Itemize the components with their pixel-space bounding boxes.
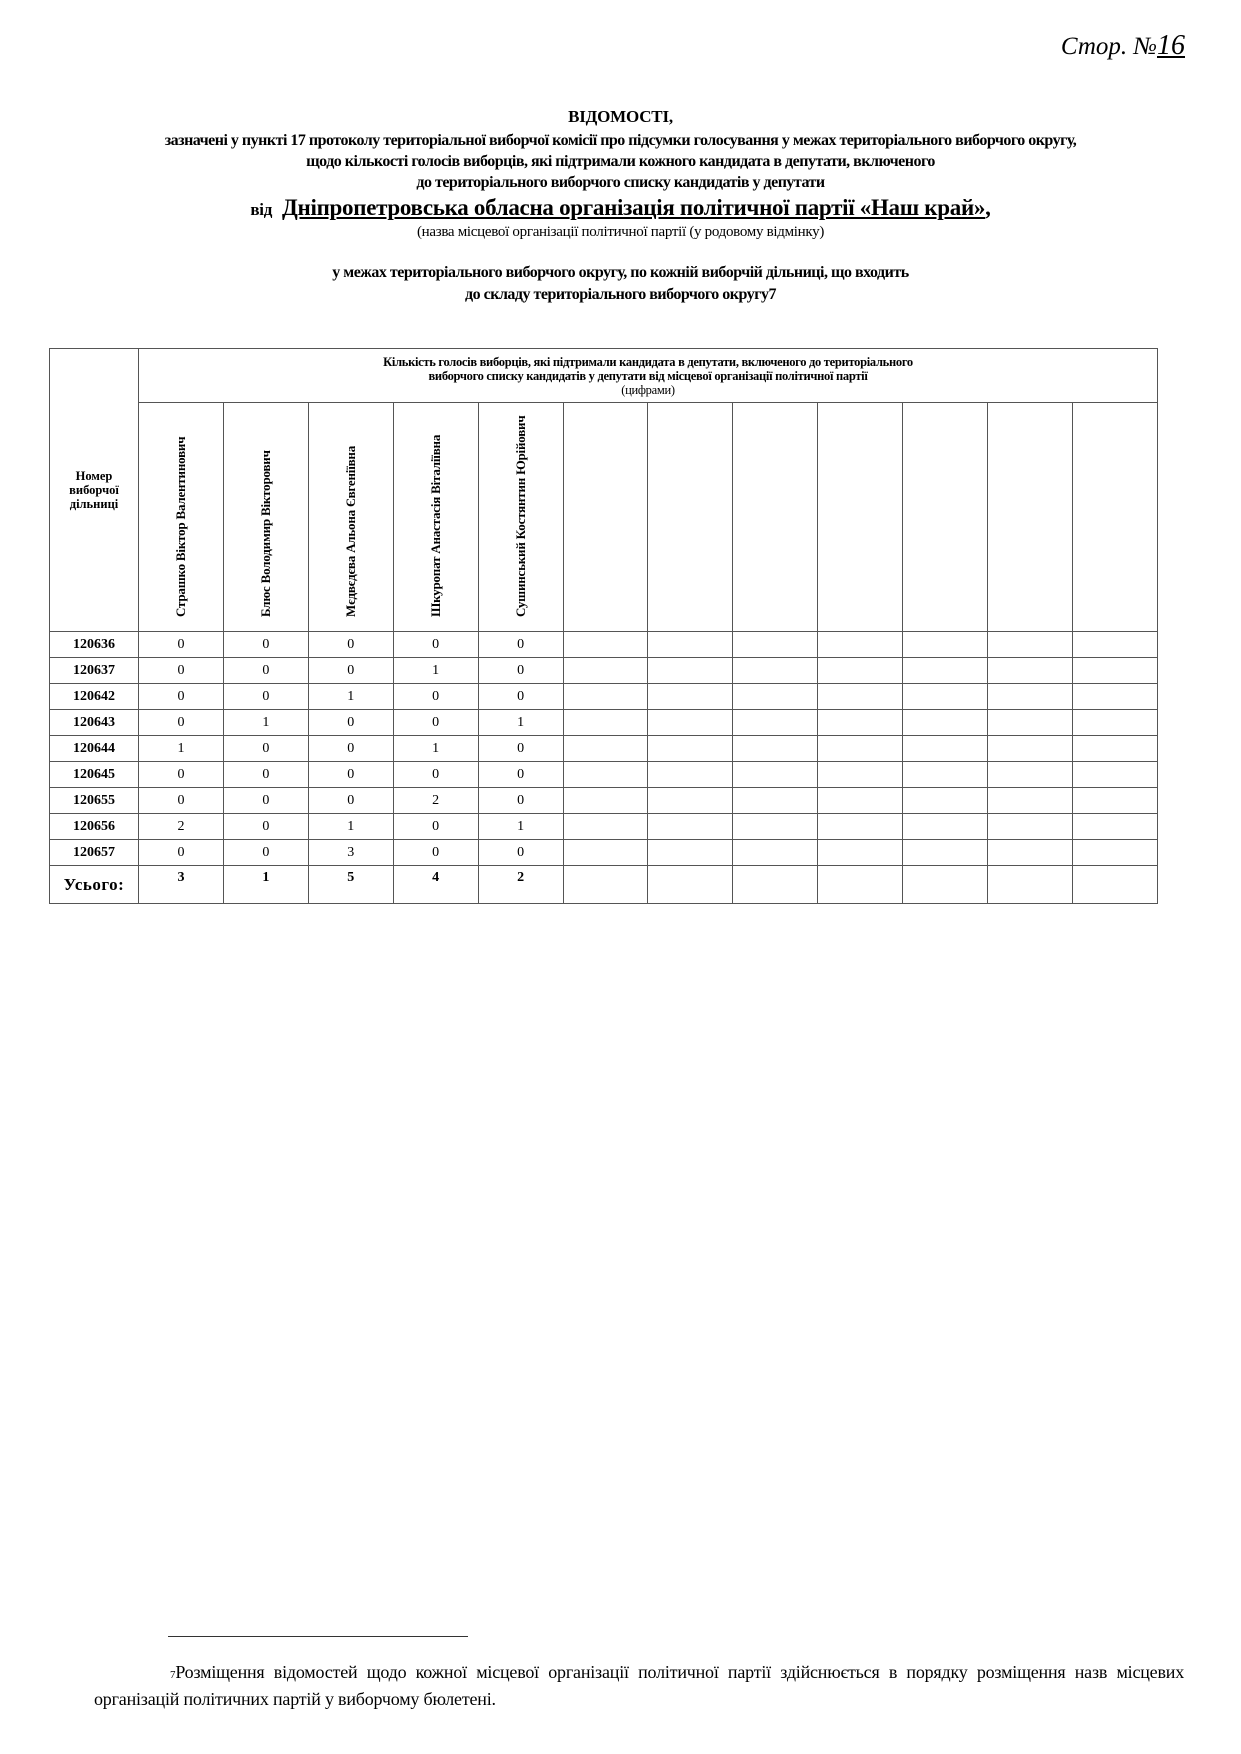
footnote <box>94 1660 1184 1711</box>
empty-column-header <box>648 403 733 632</box>
vote-count: 0 <box>223 814 308 840</box>
header-line-4: у межах територіального виборчого округу, по кожній виборчій дільниці, що входить <box>332 264 909 281</box>
vote-count: 0 <box>139 684 224 710</box>
station-number: 120643 <box>50 710 139 736</box>
empty-cell <box>733 866 818 904</box>
vote-count: 0 <box>223 684 308 710</box>
vote-count: 2 <box>393 788 478 814</box>
empty-cell <box>1072 840 1157 866</box>
empty-cell <box>648 736 733 762</box>
empty-cell <box>563 866 648 904</box>
document-title: ВІДОМОСТІ, <box>568 107 673 126</box>
total-row <box>50 866 1158 904</box>
empty-cell <box>903 684 988 710</box>
empty-cell <box>818 814 903 840</box>
vote-count: 0 <box>393 632 478 658</box>
station-column-header <box>50 349 139 632</box>
station-number: 120644 <box>50 736 139 762</box>
empty-cell <box>818 632 903 658</box>
empty-cell <box>903 840 988 866</box>
vote-count: 0 <box>139 788 224 814</box>
vote-count: 0 <box>308 658 393 684</box>
vote-count: 0 <box>139 840 224 866</box>
vote-count: 1 <box>139 736 224 762</box>
empty-cell <box>903 866 988 904</box>
table-row <box>50 684 1158 710</box>
table-row <box>50 840 1158 866</box>
from-label: від <box>250 200 273 219</box>
empty-cell <box>903 814 988 840</box>
header-line-3: до територіального виборчого списку кандидатів у депутати <box>416 174 825 191</box>
empty-cell <box>818 684 903 710</box>
table-row <box>50 814 1158 840</box>
candidate-name: Сушинський Костянтин Юрійович <box>512 415 528 617</box>
candidate-name: Страшко Віктор Валентинович <box>172 436 188 617</box>
empty-cell <box>563 710 648 736</box>
empty-cell <box>1072 866 1157 904</box>
vote-count: 1 <box>478 814 563 840</box>
empty-cell <box>903 710 988 736</box>
vote-count: 0 <box>393 762 478 788</box>
vote-count: 0 <box>139 710 224 736</box>
empty-cell <box>818 840 903 866</box>
table-row <box>50 710 1158 736</box>
empty-cell <box>988 840 1073 866</box>
group-header-line-2: виборчого списку кандидатів у депутати від місцевої організації політичної партії <box>428 368 868 383</box>
candidate-column-header <box>223 403 308 632</box>
page-number-label: Стор. № <box>1060 33 1157 60</box>
footnote-text: Розміщення відомостей щодо кожної місцевої організації політичної партії здійснюється в порядку розміщення назв місцевих організацій політичних партій у виборчому бюлетені. <box>94 1662 1184 1709</box>
empty-cell <box>988 658 1073 684</box>
vote-count: 0 <box>308 710 393 736</box>
empty-cell <box>988 788 1073 814</box>
footnote-mark: 7 <box>170 1669 176 1681</box>
vote-count: 0 <box>139 632 224 658</box>
candidate-header-row <box>50 403 1158 632</box>
empty-cell <box>903 658 988 684</box>
group-header-sub: (цифрами) <box>621 382 675 397</box>
empty-cell <box>1072 684 1157 710</box>
candidate-column-header <box>308 403 393 632</box>
empty-cell <box>818 710 903 736</box>
station-number: 120637 <box>50 658 139 684</box>
vote-count: 0 <box>393 840 478 866</box>
table-row <box>50 632 1158 658</box>
empty-cell <box>818 762 903 788</box>
vote-count: 0 <box>308 736 393 762</box>
vote-count: 0 <box>393 684 478 710</box>
vote-count: 0 <box>223 658 308 684</box>
empty-cell <box>903 736 988 762</box>
empty-cell <box>903 788 988 814</box>
vote-count: 0 <box>478 840 563 866</box>
empty-column-header <box>563 403 648 632</box>
vote-count: 0 <box>308 632 393 658</box>
page-number <box>1061 30 1185 62</box>
empty-cell <box>988 684 1073 710</box>
party-suffix: , <box>985 195 991 220</box>
party-name: Дніпропетровська обласна організація політичної партії «Наш край» <box>282 195 986 220</box>
candidate-column-header <box>478 403 563 632</box>
vote-count: 1 <box>393 736 478 762</box>
votes-table <box>49 348 1158 904</box>
empty-cell <box>818 658 903 684</box>
station-number: 120655 <box>50 788 139 814</box>
empty-cell <box>988 632 1073 658</box>
empty-cell <box>733 658 818 684</box>
empty-cell <box>988 710 1073 736</box>
table-row <box>50 658 1158 684</box>
station-header-text: Номер виборчої дільниці <box>69 469 119 511</box>
group-header-row <box>50 349 1158 403</box>
empty-cell <box>563 788 648 814</box>
vote-count: 1 <box>308 684 393 710</box>
vote-count: 2 <box>478 866 563 904</box>
table-row <box>50 788 1158 814</box>
header-line-2: щодо кількості голосів виборців, які підтримали кожного кандидата в депутати, включеного <box>306 153 935 170</box>
vote-count: 0 <box>223 840 308 866</box>
vote-count: 0 <box>393 814 478 840</box>
empty-cell <box>563 814 648 840</box>
empty-cell <box>733 814 818 840</box>
station-number: 120656 <box>50 814 139 840</box>
empty-column-header <box>1072 403 1157 632</box>
empty-cell <box>563 762 648 788</box>
vote-count: 0 <box>478 632 563 658</box>
empty-cell <box>733 762 818 788</box>
empty-cell <box>733 788 818 814</box>
empty-cell <box>563 632 648 658</box>
empty-cell <box>818 866 903 904</box>
vote-count: 0 <box>139 762 224 788</box>
empty-cell <box>648 632 733 658</box>
empty-cell <box>733 684 818 710</box>
empty-cell <box>818 788 903 814</box>
vote-count: 3 <box>139 866 224 904</box>
empty-cell <box>1072 736 1157 762</box>
vote-count: 0 <box>478 788 563 814</box>
empty-cell <box>733 736 818 762</box>
vote-count: 0 <box>223 762 308 788</box>
votes-table-body <box>50 632 1158 904</box>
candidate-name: Шкуропат Анастасія Віталіївна <box>427 434 443 617</box>
vote-count: 1 <box>223 866 308 904</box>
empty-cell <box>648 788 733 814</box>
vote-count: 0 <box>308 788 393 814</box>
vote-count: 1 <box>393 658 478 684</box>
empty-cell <box>988 814 1073 840</box>
empty-cell <box>1072 788 1157 814</box>
empty-cell <box>1072 710 1157 736</box>
vote-count: 0 <box>308 762 393 788</box>
empty-cell <box>903 632 988 658</box>
vote-count: 0 <box>393 710 478 736</box>
total-label: Усього: <box>50 866 139 904</box>
empty-cell <box>1072 658 1157 684</box>
candidate-column-header <box>393 403 478 632</box>
candidate-column-header <box>139 403 224 632</box>
table-row <box>50 736 1158 762</box>
header-line-5: до складу територіального виборчого округу7 <box>465 286 776 303</box>
empty-cell <box>1072 814 1157 840</box>
vote-count: 0 <box>478 736 563 762</box>
empty-cell <box>1072 632 1157 658</box>
page-number-value: 16 <box>1157 30 1185 61</box>
table-row <box>50 762 1158 788</box>
empty-cell <box>648 762 733 788</box>
party-note: (назва місцевої організації політичної партії (у родовому відмінку) <box>416 224 825 240</box>
empty-cell <box>1072 762 1157 788</box>
empty-cell <box>648 866 733 904</box>
empty-cell <box>903 762 988 788</box>
vote-count: 0 <box>139 658 224 684</box>
empty-cell <box>563 684 648 710</box>
footnote-separator <box>168 1636 468 1637</box>
vote-count: 4 <box>393 866 478 904</box>
group-header-line-1: Кількість голосів виборців, які підтримали кандидата в депутати, включеного до територіального <box>383 354 913 369</box>
station-number: 120636 <box>50 632 139 658</box>
empty-column-header <box>988 403 1073 632</box>
empty-cell <box>988 762 1073 788</box>
party-line <box>0 195 1241 221</box>
empty-cell <box>648 658 733 684</box>
empty-cell <box>648 710 733 736</box>
empty-cell <box>648 814 733 840</box>
vote-count: 0 <box>478 684 563 710</box>
empty-cell <box>988 866 1073 904</box>
vote-count: 0 <box>223 788 308 814</box>
empty-cell <box>733 840 818 866</box>
empty-cell <box>733 710 818 736</box>
vote-count: 0 <box>478 762 563 788</box>
empty-cell <box>648 840 733 866</box>
station-number: 120657 <box>50 840 139 866</box>
vote-count: 3 <box>308 840 393 866</box>
empty-cell <box>563 840 648 866</box>
candidate-name: Блюс Володимир Вікторович <box>257 450 273 617</box>
header-line-1: зазначені у пункті 17 протоколу територіальної виборчої комісії про підсумки голосування у межах територіального виборчого округу, <box>164 132 1077 149</box>
vote-count: 0 <box>223 736 308 762</box>
group-header <box>139 349 1158 403</box>
empty-column-header <box>903 403 988 632</box>
vote-count: 0 <box>223 632 308 658</box>
candidate-name: Мєдвєдєва Альона Євгеніївна <box>342 445 358 617</box>
vote-count: 1 <box>478 710 563 736</box>
station-number: 120642 <box>50 684 139 710</box>
vote-count: 2 <box>139 814 224 840</box>
station-number: 120645 <box>50 762 139 788</box>
vote-count: 0 <box>478 658 563 684</box>
empty-cell <box>648 684 733 710</box>
vote-count: 1 <box>308 814 393 840</box>
vote-count: 1 <box>223 710 308 736</box>
empty-column-header <box>733 403 818 632</box>
empty-cell <box>563 736 648 762</box>
empty-column-header <box>818 403 903 632</box>
vote-count: 5 <box>308 866 393 904</box>
empty-cell <box>563 658 648 684</box>
empty-cell <box>733 632 818 658</box>
empty-cell <box>818 736 903 762</box>
empty-cell <box>988 736 1073 762</box>
